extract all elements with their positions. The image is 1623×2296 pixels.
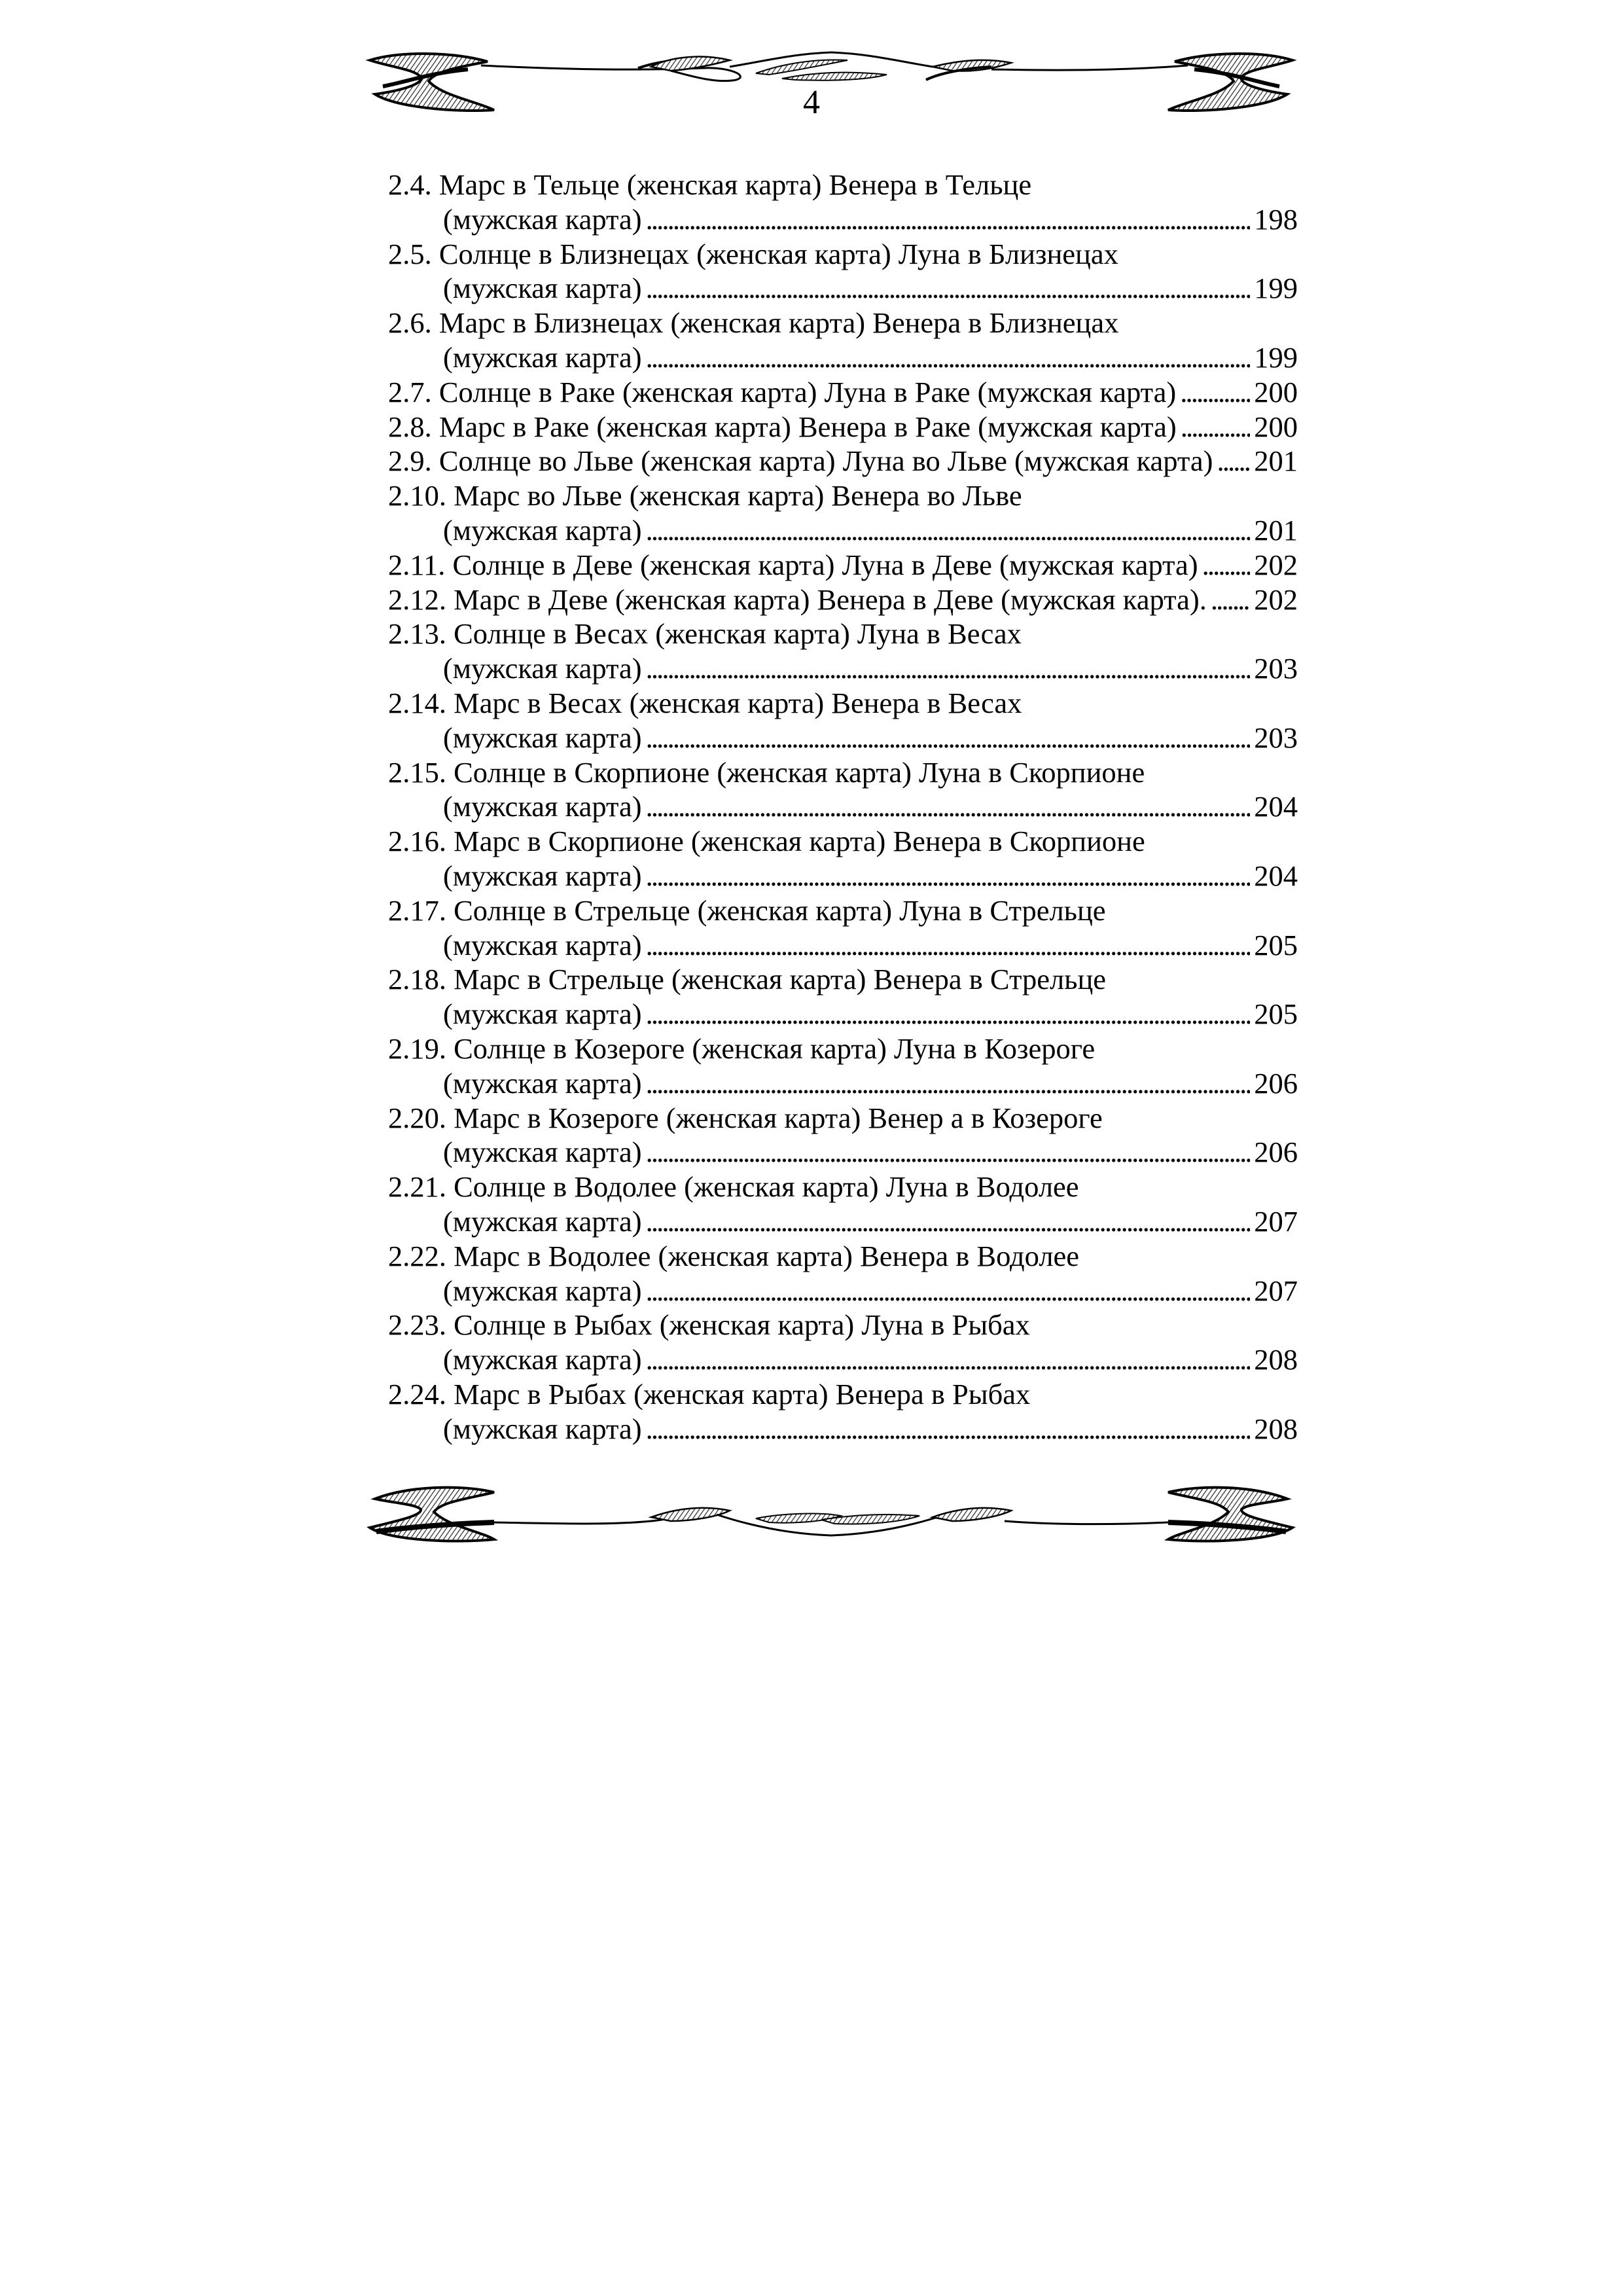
toc-entry-page: 200 [1254,410,1298,443]
toc-entry [388,306,1298,375]
bottom-ornament [363,1475,1299,1547]
toc-entry-title: 2.20. Марс в Козероге (женская карта) Венер а в Козероге [388,1101,1103,1134]
toc-entry-title: 2.14. Марс в Весах (женская карта) Венера в Весах [388,686,1022,719]
toc-entry [388,478,1298,548]
dot-leader [1181,410,1251,444]
dot-leader [646,1412,1251,1446]
toc-entry-title: 2.16. Марс в Скорпионе (женская карта) Венера в Скорпионе [388,825,1145,858]
toc-entry-continuation: (мужская карта) [443,1136,642,1169]
dot-leader [1217,444,1251,478]
toc-entry-leader-line [388,583,1298,617]
toc-entry-leader-line [388,1204,1298,1239]
toc-entry-leader-line [388,444,1298,478]
toc-entry-title: 2.17. Солнце в Стрельце (женская карта) Луна в Стрельце [388,893,1106,927]
dot-leader [646,721,1251,755]
toc-entry [388,1031,1298,1101]
dot-leader [646,1135,1251,1170]
toc-entry-page: 204 [1254,790,1298,823]
toc-entry-continuation: (мужская карта) [443,340,642,374]
dot-leader [1211,583,1250,617]
toc-entry-leader-line [388,1274,1298,1308]
toc-entry-page: 207 [1254,1204,1298,1238]
dot-leader [646,1342,1251,1377]
toc-entry-continuation: (мужская карта) [443,652,642,685]
toc-entry-page: 202 [1254,583,1298,616]
toc-entry [388,375,1298,410]
dot-leader [646,1204,1251,1239]
toc-entry-leader-line [388,340,1298,375]
toc-entry-continuation: (мужская карта) [443,859,642,892]
toc-entry [388,583,1298,617]
toc-entry-leader-line [388,928,1298,963]
toc-entry [388,444,1298,478]
toc-entry-title: 2.6. Марс в Близнецах (женская карта) Венера в Близнецах [388,306,1119,340]
toc-entry-leader-line [388,513,1298,548]
toc-entry-continuation: (мужская карта) [443,721,642,754]
toc-entry-leader-line [388,651,1298,686]
toc-entry [388,1308,1298,1377]
toc-entry-continuation: (мужская карта) [443,997,642,1031]
toc-entry [388,168,1298,237]
toc-entry-page: 199 [1254,272,1298,305]
toc-entry [388,1170,1298,1239]
toc-entry-page: 207 [1254,1274,1298,1307]
toc-entry-page: 198 [1254,202,1298,236]
toc-entry-leader-line [388,202,1298,237]
dot-leader [1202,548,1251,583]
dot-leader [646,202,1251,237]
page-number: 4 [803,84,820,121]
toc-entry-title: 2.22. Марс в Водолее (женская карта) Венера в Водолее [388,1239,1080,1272]
toc-entry-title: 2.21. Солнце в Водолее (женская карта) Луна в Водолее [388,1170,1079,1204]
toc-entry-page: 204 [1254,859,1298,892]
toc-entry-page: 199 [1254,340,1298,374]
toc-entry [388,1101,1298,1170]
toc-entry [388,1239,1298,1308]
toc-entry-page: 205 [1254,928,1298,961]
dot-leader [646,1066,1251,1101]
toc-entry-title: 2.10. Марс во Льве (женская карта) Венера во Льве [388,479,1022,512]
toc-entry-title: 2.12. Марс в Деве (женская карта) Венера в Деве (мужская карта). [388,583,1207,616]
toc-entry-leader-line [388,1135,1298,1170]
toc-entry-page: 206 [1254,1066,1298,1100]
toc-entry-leader-line [388,721,1298,755]
toc-entry-continuation: (мужская карта) [443,1274,642,1307]
toc-entry [388,962,1298,1031]
toc-entry-leader-line [388,410,1298,444]
toc-entry-leader-line [388,859,1298,893]
toc-entry-page: 206 [1254,1136,1298,1169]
dot-leader [646,997,1251,1031]
toc-entry-continuation: (мужская карта) [443,272,642,305]
dot-leader [646,1274,1251,1308]
toc-entry-leader-line [388,375,1298,410]
dot-leader [646,513,1251,548]
toc-entry-title: 2.19. Солнце в Козероге (женская карта) Луна в Козероге [388,1031,1096,1065]
toc-entry [388,617,1298,686]
toc-entry-title: 2.23. Солнце в Рыбах (женская карта) Луна в Рыбах [388,1308,1030,1342]
toc-entry-page: 201 [1254,513,1298,547]
dot-leader [646,271,1251,306]
toc-entry-title: 2.18. Марс в Стрельце (женская карта) Венера в Стрельце [388,963,1107,996]
toc-entry-title: 2.11. Солнце в Деве (женская карта) Луна в Деве (мужская карта) [388,548,1198,581]
toc-entry-title: 2.9. Солнце во Льве (женская карта) Луна во Льве (мужская карта) [388,444,1213,478]
toc-entry-title: 2.24. Марс в Рыбах (женская карта) Венера в Рыбах [388,1377,1031,1410]
toc-entry-title: 2.7. Солнце в Раке (женская карта) Луна в Раке (мужская карта) [388,375,1177,408]
toc-entry-leader-line [388,1342,1298,1377]
toc-entry-page: 205 [1254,997,1298,1031]
toc-entry-continuation: (мужская карта) [443,513,642,547]
toc-entry-leader-line [388,1066,1298,1101]
toc-entry-page: 202 [1254,548,1298,581]
toc-entry-continuation: (мужская карта) [443,1204,642,1238]
toc-entry [388,893,1298,963]
toc-entry [388,410,1298,444]
toc-entry-continuation: (мужская карта) [443,928,642,961]
toc-entry [388,686,1298,755]
dot-leader [646,340,1251,375]
toc-entry-page: 208 [1254,1343,1298,1376]
toc-entry-leader-line [388,1412,1298,1446]
toc-entry-title: 2.15. Солнце в Скорпионе (женская карта) Луна в Скорпионе [388,755,1145,789]
dot-leader [1180,375,1250,410]
toc-entry-continuation: (мужская карта) [443,790,642,823]
toc-entry-title: 2.13. Солнце в Весах (женская карта) Луна в Весах [388,617,1022,651]
dot-leader [646,928,1251,963]
dot-leader [646,651,1251,686]
toc-entry-page: 203 [1254,721,1298,754]
toc-entry-title: 2.8. Марс в Раке (женская карта) Венера в Раке (мужская карта) [388,410,1177,443]
toc-entry-page: 208 [1254,1412,1298,1445]
toc-entry-leader-line [388,271,1298,306]
toc-entry-page: 201 [1254,444,1298,478]
dot-leader [646,859,1251,893]
toc-entry [388,548,1298,583]
toc-entry [388,824,1298,893]
toc-entry-leader-line [388,548,1298,583]
toc-entry-page: 200 [1254,375,1298,408]
toc-entry-leader-line [388,789,1298,824]
toc-entry-continuation: (мужская карта) [443,1066,642,1100]
toc-entry [388,1377,1298,1446]
toc-entry [388,755,1298,825]
toc-entry-continuation: (мужская карта) [443,1343,642,1376]
toc-entry-leader-line [388,997,1298,1031]
table-of-contents [388,168,1298,1446]
dot-leader [646,789,1251,824]
toc-entry-continuation: (мужская карта) [443,1412,642,1445]
toc-entry-continuation: (мужская карта) [443,202,642,236]
toc-entry-title: 2.5. Солнце в Близнецах (женская карта) Луна в Близнецах [388,237,1118,270]
toc-entry-title: 2.4. Марс в Тельце (женская карта) Венера в Тельце [388,168,1032,201]
toc-entry-page: 203 [1254,652,1298,685]
toc-entry [388,237,1298,306]
